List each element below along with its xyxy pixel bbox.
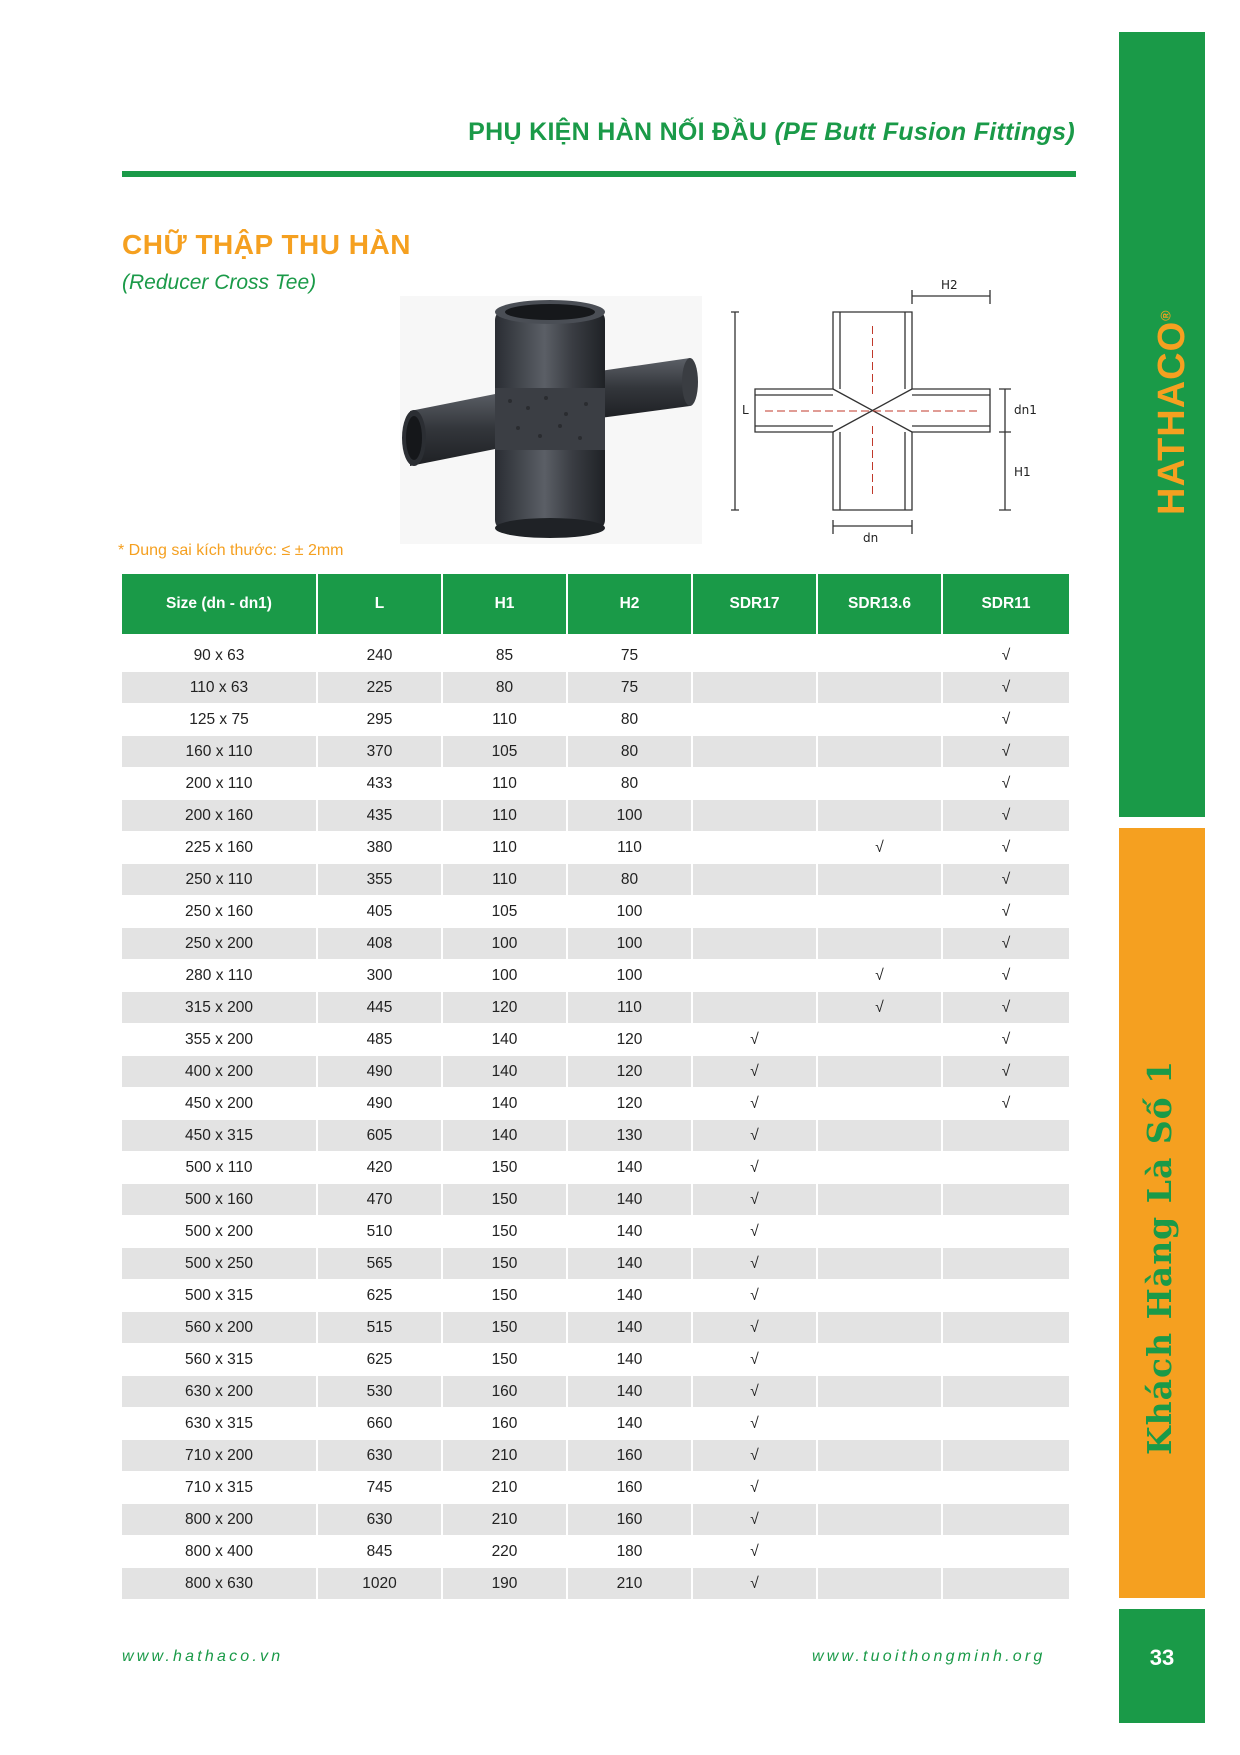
table-cell: 800 x 400 xyxy=(122,1536,318,1568)
table-cell: √ xyxy=(943,1056,1069,1088)
table-cell: 435 xyxy=(318,800,443,832)
table-cell: √ xyxy=(943,1024,1069,1056)
table-cell: 490 xyxy=(318,1088,443,1120)
table-cell: 450 x 315 xyxy=(122,1120,318,1152)
table-cell: √ xyxy=(693,1024,818,1056)
table-cell: √ xyxy=(943,960,1069,992)
table-cell: 745 xyxy=(318,1472,443,1504)
table-row xyxy=(122,832,1069,864)
table-cell: 160 xyxy=(568,1440,693,1472)
table-row xyxy=(122,1280,1069,1312)
table-cell xyxy=(818,896,943,928)
section-title: CHỮ THẬP THU HÀN xyxy=(122,229,411,260)
table-row xyxy=(122,634,1069,672)
table-cell: 140 xyxy=(443,1056,568,1088)
table-cell: 710 x 315 xyxy=(122,1472,318,1504)
table-cell xyxy=(693,634,818,672)
table-cell: √ xyxy=(943,896,1069,928)
table-cell: 80 xyxy=(568,736,693,768)
table-cell: √ xyxy=(693,1376,818,1408)
table-cell: 470 xyxy=(318,1184,443,1216)
table-cell: 800 x 630 xyxy=(122,1568,318,1600)
table-cell xyxy=(693,864,818,896)
table-cell: 75 xyxy=(568,634,693,672)
table-cell: 660 xyxy=(318,1408,443,1440)
table-cell: 280 x 110 xyxy=(122,960,318,992)
table-cell: 85 xyxy=(443,634,568,672)
table-cell: √ xyxy=(943,768,1069,800)
table-cell: √ xyxy=(943,1088,1069,1120)
table-cell: 120 xyxy=(443,992,568,1024)
table-cell: 315 x 200 xyxy=(122,992,318,1024)
table-cell xyxy=(943,1152,1069,1184)
table-cell: 220 xyxy=(443,1536,568,1568)
brand-name: HATHACO xyxy=(1151,320,1193,515)
table-cell: 160 xyxy=(443,1408,568,1440)
table-cell xyxy=(818,1568,943,1600)
table-cell: 500 x 160 xyxy=(122,1184,318,1216)
table-cell: 433 xyxy=(318,768,443,800)
table-cell: 140 xyxy=(568,1280,693,1312)
table-cell xyxy=(693,768,818,800)
table-cell: 210 xyxy=(443,1440,568,1472)
table-cell: √ xyxy=(818,832,943,864)
table-cell: 500 x 110 xyxy=(122,1152,318,1184)
section-subtitle: (Reducer Cross Tee) xyxy=(122,271,317,294)
table-cell: 370 xyxy=(318,736,443,768)
table-cell xyxy=(818,1280,943,1312)
table-cell: 140 xyxy=(568,1216,693,1248)
table-cell: 355 x 200 xyxy=(122,1024,318,1056)
table-cell: 110 xyxy=(568,832,693,864)
table-row xyxy=(122,1152,1069,1184)
table-cell xyxy=(818,634,943,672)
table-cell: 160 xyxy=(568,1504,693,1536)
table-cell xyxy=(818,800,943,832)
table-cell: 625 xyxy=(318,1344,443,1376)
product-photo xyxy=(400,296,702,544)
tolerance-note: * Dung sai kích thước: ≤ ± 2mm xyxy=(118,542,344,559)
table-row xyxy=(122,768,1069,800)
table-cell: √ xyxy=(943,864,1069,896)
table-cell xyxy=(818,864,943,896)
table-cell: 100 xyxy=(443,928,568,960)
table-cell: 510 xyxy=(318,1216,443,1248)
table-cell xyxy=(693,832,818,864)
table-cell xyxy=(818,1312,943,1344)
table-cell: 295 xyxy=(318,704,443,736)
table-cell: 100 xyxy=(568,800,693,832)
table-cell xyxy=(818,1088,943,1120)
table-cell xyxy=(818,1248,943,1280)
table-cell xyxy=(693,704,818,736)
table-cell: 140 xyxy=(568,1248,693,1280)
table-cell xyxy=(818,1472,943,1504)
table-row xyxy=(122,704,1069,736)
table-cell: √ xyxy=(693,1120,818,1152)
table-cell: 150 xyxy=(443,1216,568,1248)
table-cell: 110 xyxy=(443,800,568,832)
table-cell: 250 x 200 xyxy=(122,928,318,960)
table-cell: 200 x 160 xyxy=(122,800,318,832)
table-cell xyxy=(818,1184,943,1216)
table-cell xyxy=(943,1408,1069,1440)
drawing-label-dn1: dn1 xyxy=(1014,403,1037,417)
table-cell: 120 xyxy=(568,1024,693,1056)
table-cell: 500 x 250 xyxy=(122,1248,318,1280)
table-cell: 190 xyxy=(443,1568,568,1600)
table-cell: 800 x 200 xyxy=(122,1504,318,1536)
table-cell: √ xyxy=(943,800,1069,832)
table-row xyxy=(122,736,1069,768)
footer-website-right[interactable]: www.tuoithongminh.org xyxy=(812,1648,1046,1665)
table-row xyxy=(122,992,1069,1024)
table-cell: √ xyxy=(693,1440,818,1472)
table-row xyxy=(122,672,1069,704)
table-row xyxy=(122,1440,1069,1472)
table-cell: 90 x 63 xyxy=(122,634,318,672)
spec-table xyxy=(122,574,1069,1600)
table-row xyxy=(122,1344,1069,1376)
table-cell: 380 xyxy=(318,832,443,864)
table-cell xyxy=(818,736,943,768)
table-cell: √ xyxy=(693,1216,818,1248)
table-cell: 355 xyxy=(318,864,443,896)
table-cell: 140 xyxy=(443,1120,568,1152)
table-cell: 180 xyxy=(568,1536,693,1568)
table-cell xyxy=(693,736,818,768)
table-cell: 560 x 315 xyxy=(122,1344,318,1376)
table-cell: 150 xyxy=(443,1248,568,1280)
table-cell: 80 xyxy=(443,672,568,704)
table-cell: 100 xyxy=(568,960,693,992)
table-cell xyxy=(943,1568,1069,1600)
drawing-label-L: L xyxy=(742,403,749,417)
table-cell xyxy=(818,1056,943,1088)
brand-logo-text xyxy=(1151,310,1194,516)
table-cell: 80 xyxy=(568,864,693,896)
table-row xyxy=(122,1056,1069,1088)
table-cell: √ xyxy=(693,1568,818,1600)
table-cell xyxy=(943,1312,1069,1344)
table-cell xyxy=(943,1536,1069,1568)
table-cell: 408 xyxy=(318,928,443,960)
header-title-vi: PHỤ KIỆN HÀN NỐI ĐẦU xyxy=(468,118,768,146)
table-row xyxy=(122,1472,1069,1504)
table-cell: 200 x 110 xyxy=(122,768,318,800)
table-cell xyxy=(818,704,943,736)
table-row xyxy=(122,928,1069,960)
table-cell xyxy=(693,960,818,992)
table-cell xyxy=(943,1120,1069,1152)
column-header: Size (dn - dn1) xyxy=(122,574,318,634)
table-cell: 140 xyxy=(443,1024,568,1056)
table-cell xyxy=(693,928,818,960)
table-cell: 100 xyxy=(568,928,693,960)
table-cell xyxy=(818,1440,943,1472)
table-cell xyxy=(818,1120,943,1152)
table-cell: 140 xyxy=(568,1376,693,1408)
table-cell: 300 xyxy=(318,960,443,992)
table-cell: 100 xyxy=(568,896,693,928)
table-cell: 630 xyxy=(318,1440,443,1472)
brand-registered-mark: ® xyxy=(1157,309,1174,321)
table-cell xyxy=(818,1024,943,1056)
page-number: 33 xyxy=(1119,1609,1205,1723)
table-cell: 150 xyxy=(443,1344,568,1376)
table-cell: 120 xyxy=(568,1056,693,1088)
table-cell: 500 x 200 xyxy=(122,1216,318,1248)
table-cell: 140 xyxy=(568,1312,693,1344)
table-cell: 110 xyxy=(443,768,568,800)
table-cell: 490 xyxy=(318,1056,443,1088)
table-cell xyxy=(818,672,943,704)
table-cell: √ xyxy=(943,634,1069,672)
table-cell: √ xyxy=(693,1504,818,1536)
table-cell: √ xyxy=(693,1248,818,1280)
table-cell xyxy=(943,1216,1069,1248)
table-cell: 120 xyxy=(568,1088,693,1120)
table-cell: √ xyxy=(693,1280,818,1312)
drawing-label-H1: H1 xyxy=(1014,465,1031,479)
drawing-label-H2: H2 xyxy=(941,278,958,292)
table-row xyxy=(122,800,1069,832)
table-row xyxy=(122,1504,1069,1536)
column-header: SDR11 xyxy=(943,574,1069,634)
table-row xyxy=(122,1568,1069,1600)
table-cell: 100 xyxy=(443,960,568,992)
table-cell xyxy=(943,1280,1069,1312)
table-cell: 80 xyxy=(568,768,693,800)
table-cell: 110 xyxy=(568,992,693,1024)
sidebar-slogan: Khách Hàng Là Số 1 xyxy=(1140,1059,1179,1455)
table-cell: 1020 xyxy=(318,1568,443,1600)
column-header: SDR13.6 xyxy=(818,574,943,634)
table-cell: 605 xyxy=(318,1120,443,1152)
header-title-en: (PE Butt Fusion Fittings) xyxy=(774,118,1075,146)
table-cell xyxy=(818,1536,943,1568)
table-cell: 625 xyxy=(318,1280,443,1312)
table-cell: 515 xyxy=(318,1312,443,1344)
table-cell xyxy=(693,800,818,832)
table-row xyxy=(122,864,1069,896)
table-cell: 250 x 110 xyxy=(122,864,318,896)
table-row xyxy=(122,1024,1069,1056)
table-row xyxy=(122,1408,1069,1440)
table-cell: √ xyxy=(818,992,943,1024)
table-cell: 445 xyxy=(318,992,443,1024)
table-cell: √ xyxy=(693,1408,818,1440)
table-cell: √ xyxy=(943,928,1069,960)
table-row xyxy=(122,1216,1069,1248)
table-cell: 560 x 200 xyxy=(122,1312,318,1344)
table-cell: √ xyxy=(693,1536,818,1568)
table-cell: 140 xyxy=(568,1152,693,1184)
table-cell: 125 x 75 xyxy=(122,704,318,736)
table-cell: √ xyxy=(693,1184,818,1216)
table-cell xyxy=(818,1216,943,1248)
table-cell xyxy=(818,1344,943,1376)
table-row xyxy=(122,960,1069,992)
table-cell: 530 xyxy=(318,1376,443,1408)
table-cell xyxy=(693,896,818,928)
table-cell: √ xyxy=(693,1152,818,1184)
table-cell: 450 x 200 xyxy=(122,1088,318,1120)
footer-website-left[interactable]: www.hathaco.vn xyxy=(122,1648,284,1665)
technical-drawing xyxy=(725,276,1055,544)
table-cell: √ xyxy=(693,1312,818,1344)
table-cell: 160 xyxy=(443,1376,568,1408)
table-cell: 75 xyxy=(568,672,693,704)
table-cell: 210 xyxy=(443,1472,568,1504)
table-cell: 710 x 200 xyxy=(122,1440,318,1472)
table-cell: 105 xyxy=(443,896,568,928)
table-header-row xyxy=(122,574,1069,634)
table-cell: 485 xyxy=(318,1024,443,1056)
table-cell: √ xyxy=(693,1056,818,1088)
table-cell: 160 xyxy=(568,1472,693,1504)
table-row xyxy=(122,1184,1069,1216)
table-cell: √ xyxy=(943,992,1069,1024)
table-row xyxy=(122,1088,1069,1120)
table-row xyxy=(122,1312,1069,1344)
table-cell: √ xyxy=(943,832,1069,864)
table-cell: 210 xyxy=(568,1568,693,1600)
table-cell: 140 xyxy=(568,1184,693,1216)
table-cell xyxy=(818,1408,943,1440)
table-cell: 110 xyxy=(443,832,568,864)
table-cell: 225 xyxy=(318,672,443,704)
table-cell: √ xyxy=(818,960,943,992)
table-cell xyxy=(943,1376,1069,1408)
table-cell: √ xyxy=(943,672,1069,704)
table-cell: 400 x 200 xyxy=(122,1056,318,1088)
table-cell: 845 xyxy=(318,1536,443,1568)
column-header: SDR17 xyxy=(693,574,818,634)
drawing-label-dn: dn xyxy=(863,531,879,544)
table-cell xyxy=(818,928,943,960)
table-row xyxy=(122,1120,1069,1152)
table-cell: √ xyxy=(693,1472,818,1504)
table-cell: 110 x 63 xyxy=(122,672,318,704)
table-cell: 150 xyxy=(443,1280,568,1312)
column-header: H2 xyxy=(568,574,693,634)
table-cell: √ xyxy=(693,1344,818,1376)
table-cell xyxy=(943,1344,1069,1376)
table-cell: 630 x 200 xyxy=(122,1376,318,1408)
column-header: H1 xyxy=(443,574,568,634)
table-row xyxy=(122,1376,1069,1408)
table-cell xyxy=(818,768,943,800)
table-cell: 250 x 160 xyxy=(122,896,318,928)
table-cell: 140 xyxy=(568,1344,693,1376)
table-cell: 105 xyxy=(443,736,568,768)
table-cell: 405 xyxy=(318,896,443,928)
table-cell: 80 xyxy=(568,704,693,736)
table-cell: 500 x 315 xyxy=(122,1280,318,1312)
table-cell xyxy=(693,992,818,1024)
table-cell: 140 xyxy=(443,1088,568,1120)
header-divider xyxy=(122,171,1076,177)
table-cell: √ xyxy=(693,1088,818,1120)
table-cell: 150 xyxy=(443,1312,568,1344)
table-cell: 210 xyxy=(443,1504,568,1536)
table-row xyxy=(122,1536,1069,1568)
page-header-title xyxy=(120,118,1075,147)
table-cell: 420 xyxy=(318,1152,443,1184)
table-cell: 240 xyxy=(318,634,443,672)
table-cell: √ xyxy=(943,736,1069,768)
table-cell xyxy=(818,1376,943,1408)
table-cell xyxy=(943,1248,1069,1280)
table-cell: 130 xyxy=(568,1120,693,1152)
table-cell: 150 xyxy=(443,1152,568,1184)
column-header: L xyxy=(318,574,443,634)
table-cell: 225 x 160 xyxy=(122,832,318,864)
table-cell: √ xyxy=(943,704,1069,736)
table-row xyxy=(122,1248,1069,1280)
table-cell xyxy=(943,1504,1069,1536)
table-row xyxy=(122,896,1069,928)
table-cell xyxy=(818,1152,943,1184)
table-cell xyxy=(943,1472,1069,1504)
table-cell xyxy=(693,672,818,704)
table-cell: 630 x 315 xyxy=(122,1408,318,1440)
table-cell xyxy=(943,1184,1069,1216)
table-cell xyxy=(943,1440,1069,1472)
table-cell: 630 xyxy=(318,1504,443,1536)
table-cell: 110 xyxy=(443,864,568,896)
table-cell: 160 x 110 xyxy=(122,736,318,768)
table-cell xyxy=(818,1504,943,1536)
table-cell: 140 xyxy=(568,1408,693,1440)
table-cell: 110 xyxy=(443,704,568,736)
table-cell: 150 xyxy=(443,1184,568,1216)
table-cell: 565 xyxy=(318,1248,443,1280)
